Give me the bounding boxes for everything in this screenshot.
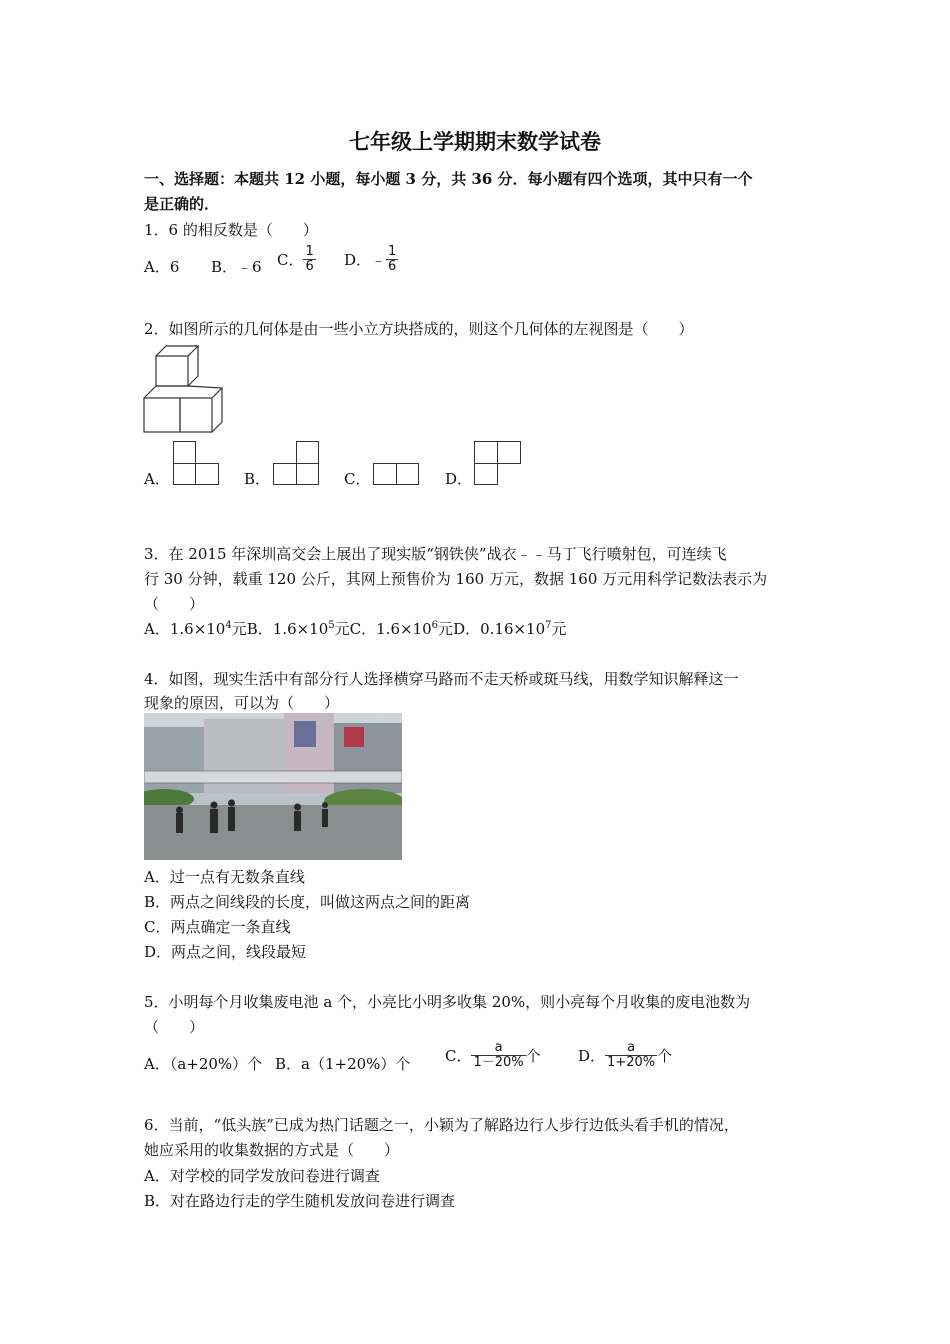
q1-d-numerator: 1: [388, 244, 397, 259]
street-photo-illustration: [144, 713, 402, 860]
q3-option-d-exp: 7: [545, 620, 552, 631]
q4-line2: 现象的原因，可以为（ ）: [144, 694, 340, 712]
q1-option-c-fraction: [303, 245, 315, 274]
q4-option-d: D．两点之间，线段最短: [144, 943, 307, 961]
q3-option-a-exp: 4: [225, 620, 232, 631]
street-photo: [144, 713, 402, 860]
q2-option-a: A．: [144, 470, 170, 488]
view-d-square: [497, 441, 521, 464]
q3-line1: 3．在 2015 年深圳高交会上展出了现实版“钢铁侠”战衣﹣﹣马丁飞行喷射包，可连续飞: [144, 545, 727, 563]
q2-option-d: D．: [445, 470, 473, 488]
section-header-line1: 一、选择题：本题共 12 小题，每小题 3 分，共 36 分．每小题有四个选项，其中只有一个: [144, 170, 753, 188]
pedestrian: [322, 809, 328, 827]
q5-option-c-label: C．: [445, 1047, 472, 1065]
view-b-square: [296, 441, 319, 464]
q1-c-denominator: 6: [305, 259, 314, 274]
q3-option-b-exp: 5: [328, 620, 335, 631]
pedestrian: [228, 807, 235, 831]
pedestrian: [176, 813, 183, 833]
view-c-square: [396, 463, 419, 485]
q1-option-c: [277, 245, 316, 274]
q1-option-c-label: C．: [277, 251, 304, 269]
pedestrian-head: [211, 802, 218, 809]
view-c-square: [373, 463, 397, 485]
q1-option-d-label: D．﹣: [344, 251, 387, 269]
q3-option-b-post: 元: [334, 620, 350, 638]
view-d-square: [474, 463, 498, 485]
q5-line2: （ ）: [144, 1018, 205, 1036]
q5-d-denominator: 1+20%: [607, 1055, 656, 1070]
view-a-square: [173, 441, 196, 464]
q1-option-d-fraction: [386, 245, 398, 274]
q6-line1: 6．当前，“低头族”已成为热门话题之一，小颖为了解路边行人步行边低头看手机的情况，: [144, 1116, 739, 1134]
q5-option-d-label: D．: [578, 1047, 606, 1065]
q1-stem: 1．6 的相反数是（ ）: [144, 221, 318, 239]
top-cube-side: [188, 346, 198, 386]
q5-option-c: [445, 1041, 541, 1070]
q3-line2: 行 30 分钟，载重 120 公斤，其网上预售价为 160 万元，数据 160 万元用科学记数法表示为: [144, 570, 768, 588]
q5-option-a: A．（a+20%）个: [144, 1055, 263, 1073]
bottom-cube-left: [144, 398, 180, 432]
pedestrian: [210, 809, 218, 833]
q5-option-d-fraction: [605, 1041, 657, 1070]
pedestrian-bridge: [144, 771, 402, 783]
q3-option-b-pre: B．1.6×10: [246, 620, 329, 638]
bottom-top-face: [144, 386, 222, 398]
q5-c-denominator: 1－20%: [473, 1055, 524, 1070]
pedestrian-head: [294, 804, 301, 811]
q5-option-d: [578, 1041, 672, 1070]
q1-d-denominator: 6: [388, 259, 397, 274]
view-a-square: [173, 463, 196, 485]
q2-stem: 2．如图所示的几何体是由一些小立方块搭成的，则这个几何体的左视图是（ ）: [144, 320, 694, 338]
pedestrian-head: [228, 800, 235, 807]
q4-line1: 4．如图，现实生活中有部分行人选择横穿马路而不走天桥或斑马线，用数学知识解释这一: [144, 670, 739, 688]
q6-option-a: A．对学校的同学发放问卷进行调查: [144, 1167, 380, 1185]
q3-line3: （ ）: [144, 595, 205, 613]
q2-option-b: B．: [244, 470, 271, 488]
view-b-square: [273, 463, 297, 485]
q4-option-b: B．两点之间线段的长度，叫做这两点之间的距离: [144, 893, 471, 911]
q5-line1: 5．小明每个月收集废电池 a 个，小亮比小明多收集 20%，则小亮每个月收集的废电池数为: [144, 993, 751, 1011]
q5-c-numerator: a: [494, 1040, 503, 1055]
bottom-cube-right: [180, 398, 212, 432]
q1-option-d: [344, 245, 398, 274]
view-b-square: [296, 463, 319, 485]
section-header-line2: 是正确的．: [144, 195, 220, 213]
q1-option-b: B．﹣6: [211, 258, 262, 276]
q5-option-d-unit: 个: [657, 1047, 673, 1065]
q1-option-a: A．6: [144, 258, 180, 276]
pedestrian-head: [176, 807, 183, 814]
q2-option-c: C．: [344, 470, 371, 488]
bottom-side-face: [212, 388, 222, 432]
top-cube-top: [156, 346, 198, 356]
q3-option-c-exp: 6: [431, 620, 439, 631]
q5-option-b: B．a（1+20%）个: [275, 1055, 411, 1073]
q6-option-b: B．对在路边行走的学生随机发放问卷进行调查: [144, 1192, 456, 1210]
view-a-square: [195, 463, 219, 485]
q3-option-c-pre: C．1.6×10: [349, 620, 432, 638]
q3-option-d-pre: D．0.16×10: [453, 620, 546, 638]
q4-option-c: C．两点确定一条直线: [144, 918, 291, 936]
q4-option-a: A．过一点有无数条直线: [144, 868, 305, 886]
billboard: [344, 727, 364, 747]
q5-option-c-fraction: [471, 1041, 525, 1070]
pedestrian: [294, 811, 301, 831]
top-cube-front: [156, 356, 188, 386]
pedestrian-head: [322, 802, 328, 808]
q3-option-c-post: 元: [438, 620, 454, 638]
q3-option-a-post: 元: [231, 620, 247, 638]
billboard: [294, 721, 316, 747]
q3-option-d-post: 元: [551, 620, 567, 638]
view-d-square: [474, 441, 498, 464]
cube-figure: [142, 344, 226, 436]
q6-line2: 她应采用的收集数据的方式是（ ）: [144, 1141, 400, 1159]
q1-c-numerator: 1: [305, 244, 314, 259]
page-title: 七年级上学期期末数学试卷: [349, 129, 601, 154]
q5-option-c-unit: 个: [525, 1047, 541, 1065]
q3-options: [144, 618, 567, 639]
q5-d-numerator: a: [627, 1040, 636, 1055]
q3-option-a-pre: A．1.6×10: [144, 620, 226, 638]
